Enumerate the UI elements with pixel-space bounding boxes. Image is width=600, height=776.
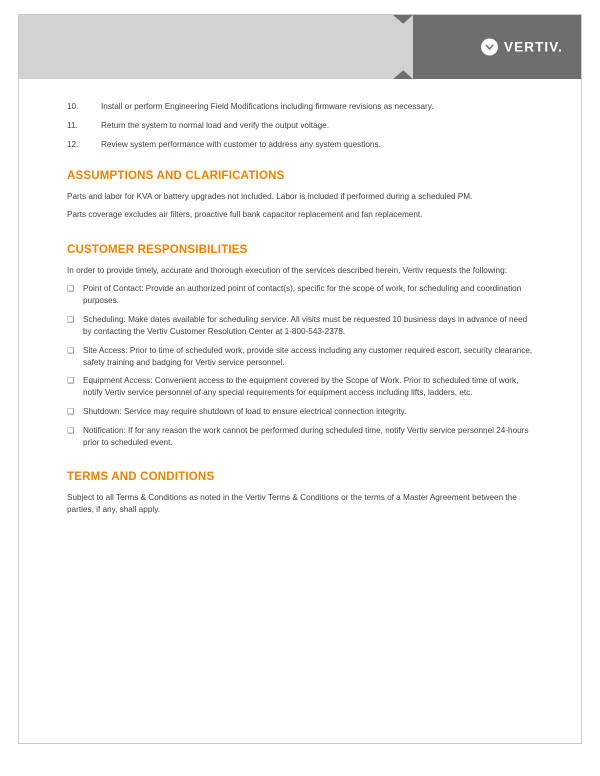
list-item bbox=[67, 139, 533, 150]
list-item-text: Return the system to normal load and verify the output voltage. bbox=[101, 121, 330, 131]
numbered-task-list bbox=[67, 101, 533, 150]
list-item-number: 12. bbox=[67, 140, 79, 150]
section-heading-customer-responsibilities: CUSTOMER RESPONSIBILITIES bbox=[67, 243, 248, 256]
list-item bbox=[67, 314, 533, 338]
list-item-number: 11. bbox=[67, 121, 78, 131]
list-item-text: Equipment Access: Convenient access to the equipment covered by the Scope of Work. Prior to scheduled time of work, notify Vertiv service personnel of any special requirements for equipment access including lifts, ladders, etc. bbox=[83, 376, 519, 398]
list-item-text: Point of Contact: Provide an authorized point of contact(s), specific for the scope of work, for scheduling and coordination purposes. bbox=[83, 284, 522, 305]
list-item bbox=[67, 101, 533, 112]
bullet-icon: ❑ bbox=[67, 426, 75, 436]
list-item-text: Notification: If for any reason the work cannot be performed during scheduled time, notify Vertiv service personnel 24-hours prior to scheduled event. bbox=[83, 426, 529, 447]
list-item-text: Scheduling: Make dates available for scheduling service. All visits must be requested 10 business days in advance of need by contacting the Vertiv Customer Resolution Center at 1-800-543-2378. bbox=[83, 314, 528, 336]
list-item bbox=[67, 283, 533, 307]
list-item bbox=[67, 345, 533, 369]
bullet-icon: ❑ bbox=[67, 376, 75, 386]
list-item-number: 10. bbox=[67, 102, 79, 111]
vertiv-logo bbox=[481, 39, 563, 56]
list-item-text: Install or perform Engineering Field Modifications including firmware revisions as necessary. bbox=[101, 102, 434, 111]
section-heading-terms-and-conditions: TERMS AND CONDITIONS bbox=[67, 470, 215, 483]
bullet-icon: ❑ bbox=[67, 314, 75, 324]
terms-paragraph: Subject to all Terms & Conditions as noted in the Vertiv Terms & Conditions or the terms of a Master Agreement between the parties, if any, shall apply. bbox=[67, 492, 517, 515]
page-header-band bbox=[19, 15, 581, 79]
responsibilities-intro: In order to provide timely, accurate and thorough execution of the services described herein, Vertiv requests the following: bbox=[67, 265, 507, 275]
document-content bbox=[19, 79, 581, 516]
list-item bbox=[67, 375, 533, 399]
section-heading-assumptions: ASSUMPTIONS AND CLARIFICATIONS bbox=[67, 170, 285, 183]
list-item bbox=[67, 425, 533, 449]
assumptions-paragraph-2: Parts coverage excludes air filters, proactive full bank capacitor replacement and fan replacement. bbox=[67, 210, 423, 220]
vertiv-logo-text: VERTIV. bbox=[504, 39, 563, 55]
list-item bbox=[67, 120, 533, 131]
list-item-text: Site Access: Prior to time of scheduled work, provide site access including any customer required escort, security clearance, safety training and badging for Vertiv service personnel. bbox=[83, 345, 533, 367]
bullet-icon: ❑ bbox=[67, 407, 75, 417]
header-diagonal-accent bbox=[377, 15, 413, 79]
vertiv-chevron-icon bbox=[481, 39, 498, 56]
bullet-icon: ❑ bbox=[67, 284, 75, 294]
responsibilities-list bbox=[67, 283, 533, 449]
list-item-text: Shutdown: Service may require shutdown of load to ensure electrical connection integrity. bbox=[83, 407, 407, 417]
document-page bbox=[18, 14, 582, 744]
list-item-text: Review system performance with customer to address any system questions. bbox=[101, 140, 381, 150]
list-item bbox=[67, 406, 533, 418]
bullet-icon: ❑ bbox=[67, 345, 75, 355]
assumptions-paragraph-1: Parts and labor for KVA or battery upgrades not included. Labor is included if performed during a scheduled PM. bbox=[67, 192, 473, 202]
